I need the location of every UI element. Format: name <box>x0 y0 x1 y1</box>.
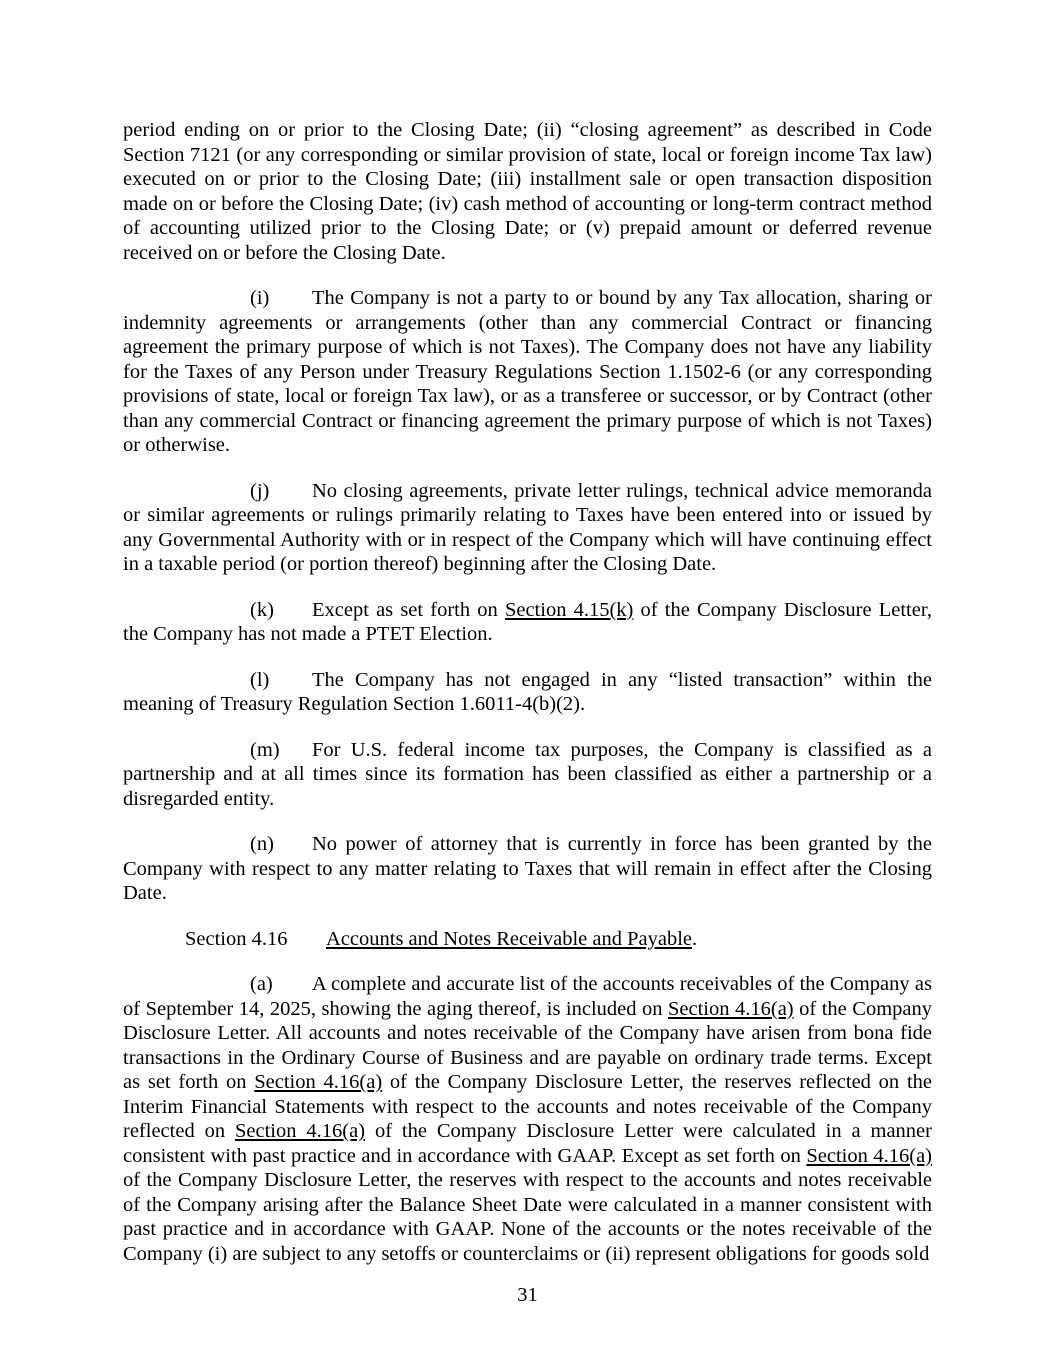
section-title-period: . <box>692 927 698 950</box>
paragraph-text-a-1: A complete and accurate list of the accounts receivables of the Company as of September 14, 2025, showing the aging thereof, is included on <box>123 973 932 1020</box>
paragraph-label-l: (l) <box>250 668 270 691</box>
page-number: 31 <box>517 1283 538 1306</box>
section-reference-4-15-k: Section 4.15(k) <box>504 598 634 621</box>
paragraph-m <box>123 738 932 812</box>
paragraph-label-a: (a) <box>250 973 273 995</box>
paragraph-continuation: period ending on or prior to the Closing Date; (ii) “closing agreement” as described in Code Section 7121 (or any corresponding or similar provision of state, local or foreign income Tax law) executed on or prior to the Closing Date; (iii) installment sale or open transaction disposition made on or before the Closing Date; (iv) cash method of accounting or long-term contract method of accounting utilized prior to the Closing Date; or (v) prepaid amount or deferred revenue received on or before the Closing Date. <box>123 119 932 264</box>
section-reference-4-16-a-3: Section 4.16(a) <box>235 1120 366 1142</box>
paragraph-text-a-2: of the Company Disclosure Letter. All accounts and notes receivable of the Company have arisen from bona fide transactions in the Ordinary Course of Business and are payable on ordinary trade terms. Except as set forth on <box>123 997 932 1093</box>
section-reference-4-16-a-4: Section 4.16(a) <box>806 1144 932 1167</box>
section-title: Accounts and Notes Receivable and Payable <box>326 927 693 950</box>
section-reference-4-16-a-1: Section 4.16(a) <box>668 997 794 1020</box>
paragraph-text-i: The Company is not a party to or bound by any Tax allocation, sharing or indemnity agreements or arrangements (other than any commercial Contract or financing agreement the primary purpose of which is not Taxes). The Company does not have any liability for the Taxes of any Person under Treasury Regulations Section 1.1502-6 (or any corresponding provisions of state, local or foreign Tax law), or as a transferee or successor, or by Contract (other than any commercial Contract or financing agreement the primary purpose of which is not Taxes) or otherwise. <box>123 287 932 456</box>
paragraph-text-a-5: of the Company Disclosure Letter, the reserves with respect to the accounts and notes receivable of the Company arising after the Balance Sheet Date were calculated in a manner consistent with past practice and in accordance with GAAP. None of the accounts or the notes receivable of the Company (i) are subject to any setoffs or counterclaims or (ii) represent obligations for goods sold <box>123 1169 932 1265</box>
paragraph-k <box>123 598 932 647</box>
paragraph-label-m: (m) <box>250 738 280 761</box>
paragraph-text-a-3: of the Company Disclosure Letter, the reserves reflected on the Interim Financial Statements with respect to the accounts and notes receivable of the Company reflected on <box>123 1071 932 1142</box>
page-content <box>123 118 932 1287</box>
section-reference-4-16-a-2: Section 4.16(a) <box>254 1071 383 1093</box>
paragraph-l <box>123 668 932 717</box>
paragraph-label-n: (n) <box>250 833 274 855</box>
paragraph-n <box>123 832 932 906</box>
paragraph-label-i: (i) <box>250 287 270 309</box>
paragraph-text-j: No closing agreements, private letter rulings, technical advice memoranda or similar agreements or rulings primarily relating to Taxes have been entered into or issued by any Governmental Authority with or in respect of the Company which will have continuing effect in a taxable period (or portion thereof) beginning after the Closing Date. <box>123 479 932 575</box>
paragraph-label-j: (j) <box>250 479 270 502</box>
paragraph-text-n: No power of attorney that is currently in force has been granted by the Company with respect to any matter relating to Taxes that will remain in effect after the Closing Date. <box>123 833 932 904</box>
paragraph-text-l: The Company has not engaged in any “listed transaction” within the meaning of Treasury Regulation Section 1.6011-4(b)(2). <box>123 668 932 715</box>
paragraph-text-a-4: of the Company Disclosure Letter were calculated in a manner consistent with past practice and in accordance with GAAP. Except as set forth on <box>123 1120 932 1167</box>
section-number: Section 4.16 <box>185 927 288 950</box>
paragraph-j <box>123 479 932 577</box>
paragraph-i <box>123 286 932 458</box>
paragraph-a <box>123 972 932 1266</box>
paragraph-text-k: Except as set forth on <box>312 598 505 621</box>
paragraph-text-m: For U.S. federal income tax purposes, the Company is classified as a partnership and at all times since its formation has been classified as either a partnership or a disregarded entity. <box>123 738 932 810</box>
section-4-16-heading <box>123 927 932 952</box>
paragraph-label-k: (k) <box>250 598 274 621</box>
paragraph-text-k-cont: of the Company Disclosure Letter, the Company has not made a PTET Election. <box>123 598 932 645</box>
